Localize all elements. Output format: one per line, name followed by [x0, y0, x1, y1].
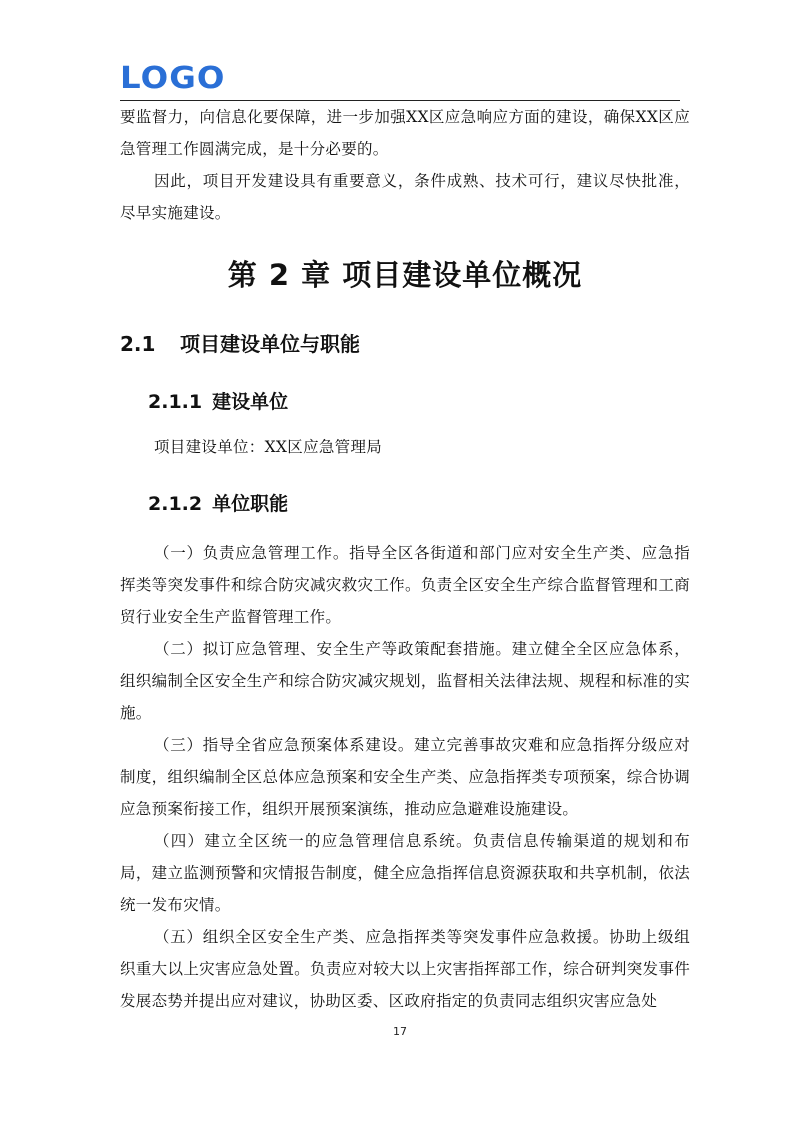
page-number: 17 [393, 1025, 407, 1038]
chapter-title: 第 2 章 项目建设单位概况 [227, 258, 583, 292]
logo: LOGO [120, 61, 226, 96]
subsection-title: 建设单位 [212, 391, 289, 413]
subsection-heading-1 [148, 385, 690, 419]
duty-paragraph: （一）负责应急管理工作。指导全区各街道和部门应对安全生产类、应急指挥类等突发事件和综合防灾减灾救灾工作。负责全区安全生产综合监督管理和工商贸行业安全生产监督管理工作。 [120, 544, 690, 626]
duty-paragraph: （二）拟订应急管理、安全生产等政策配套措施。建立健全全区应急体系，组织编制全区安全生产和综合防灾减灾规划，监督相关法律法规、规程和标准的实施。 [120, 640, 690, 722]
subsection-heading-2 [148, 487, 690, 521]
duty-paragraph: （四）建立全区统一的应急管理信息系统。负责信息传输渠道的规划和布局，建立监测预警和灾情报告制度，健全应急指挥信息资源获取和共享机制，依法统一发布灾情。 [120, 832, 690, 914]
duty-paragraph: （三）指导全省应急预案体系建设。建立完善事故灾难和应急指挥分级应对制度，组织编制全区总体应急预案和安全生产类、应急指挥类专项预案，综合协调应急预案衔接工作，组织开展预案演练，推动应急避难设施建设。 [120, 736, 690, 818]
subsection-number: 2.1.2 [148, 493, 203, 515]
section-number: 2.1 [120, 332, 156, 356]
section-title: 项目建设单位与职能 [180, 332, 360, 356]
paragraph-continued: 要监督力，向信息化要保障，进一步加强XX区应急响应方面的建设，确保XX区应急管理工作圆满完成，是十分必要的。 [120, 108, 690, 158]
section-heading [120, 327, 690, 361]
paragraph-conclusion: 因此，项目开发建设具有重要意义，条件成熟、技术可行，建议尽快批准，尽早实施建设。 [120, 172, 690, 222]
subsection-title: 单位职能 [212, 493, 289, 515]
page-content [120, 101, 690, 1017]
subsection-number: 2.1.1 [148, 391, 203, 413]
construction-unit-text: 项目建设单位：XX区应急管理局 [154, 438, 383, 456]
duty-paragraph: （五）组织全区安全生产类、应急指挥类等突发事件应急救援。协助上级组织重大以上灾害应急处置。负责应对较大以上灾害指挥部工作，综合研判突发事件发展态势并提出应对建议，协助区委、区政府指定的负责同志组织灾害应急处 [120, 928, 690, 1010]
